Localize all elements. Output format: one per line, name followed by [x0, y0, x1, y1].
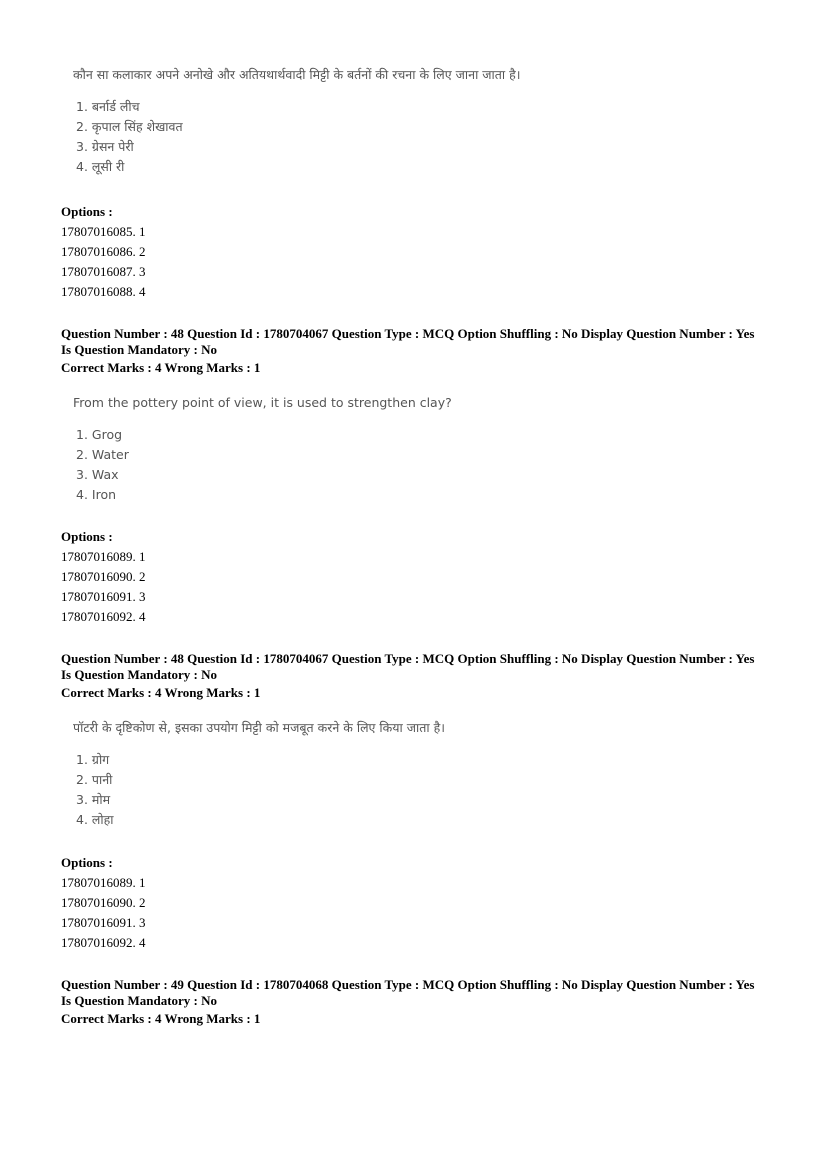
options-list	[61, 853, 146, 953]
options-label: Options :	[61, 204, 113, 219]
mandatory-info: Is Question Mandatory : No	[61, 342, 218, 357]
choice: 1. बर्नार्ड लीच	[76, 99, 140, 114]
option-id: 17807016092. 4	[61, 935, 146, 950]
marks-info: Correct Marks : 4 Wrong Marks : 1	[61, 685, 261, 700]
question-meta: Question Number : 48 Question Id : 1780704067 Question Type : MCQ Option Shuffling : No Display Question Number : Yes	[61, 651, 755, 666]
option-id: 17807016089. 1	[61, 875, 146, 890]
option-id: 17807016090. 2	[61, 569, 146, 584]
choice: 1. ग्रोग	[76, 752, 110, 767]
option-id: 17807016086. 2	[61, 244, 146, 259]
question-image	[73, 65, 521, 177]
option-id: 17807016087. 3	[61, 264, 146, 279]
question-text: पॉटरी के दृष्टिकोण से, इसका उपयोग मिट्टी को मजबूत करने के लिए किया जाता है।	[73, 720, 445, 735]
marks-info: Correct Marks : 4 Wrong Marks : 1	[61, 1011, 261, 1026]
choice: 4. Iron	[76, 487, 117, 502]
option-id: 17807016091. 3	[61, 589, 146, 604]
choice: 2. Water	[76, 447, 129, 462]
marks-info: Correct Marks : 4 Wrong Marks : 1	[61, 360, 261, 375]
choice: 4. लूसी री	[76, 159, 125, 174]
option-id: 17807016089. 1	[61, 549, 146, 564]
option-id: 17807016088. 4	[61, 284, 146, 299]
choice-list	[76, 425, 452, 505]
choice: 3. ग्रेसन पेरी	[76, 139, 134, 154]
question-header	[61, 651, 754, 701]
question-meta: Question Number : 48 Question Id : 1780704067 Question Type : MCQ Option Shuffling : No Display Question Number : Yes	[61, 326, 755, 341]
question-image	[73, 718, 445, 830]
mandatory-info: Is Question Mandatory : No	[61, 993, 218, 1008]
choice-list	[76, 97, 521, 177]
question-text: From the pottery point of view, it is used to strengthen clay?	[73, 395, 452, 410]
options-label: Options :	[61, 855, 113, 870]
choice: 3. मोम	[76, 792, 111, 807]
question-text: कौन सा कलाकार अपने अनोखे और अतियथार्थवादी मिट्टी के बर्तनों की रचना के लिए जाना जाता है।	[73, 67, 521, 82]
question-image	[73, 393, 452, 505]
option-id: 17807016092. 4	[61, 609, 146, 624]
option-id: 17807016085. 1	[61, 224, 146, 239]
mandatory-info: Is Question Mandatory : No	[61, 667, 218, 682]
options-list	[61, 202, 146, 302]
question-meta: Question Number : 49 Question Id : 1780704068 Question Type : MCQ Option Shuffling : No Display Question Number : Yes	[61, 977, 755, 992]
choice: 2. पानी	[76, 772, 113, 787]
option-id: 17807016090. 2	[61, 895, 146, 910]
choice: 3. Wax	[76, 467, 119, 482]
question-header	[61, 977, 754, 1027]
question-header	[61, 326, 754, 376]
choice: 2. कृपाल सिंह शेखावत	[76, 119, 183, 134]
options-label: Options :	[61, 529, 113, 544]
option-id: 17807016091. 3	[61, 915, 146, 930]
options-list	[61, 527, 146, 627]
choice: 4. लोहा	[76, 812, 114, 827]
choice-list	[76, 750, 445, 830]
choice: 1. Grog	[76, 427, 123, 442]
